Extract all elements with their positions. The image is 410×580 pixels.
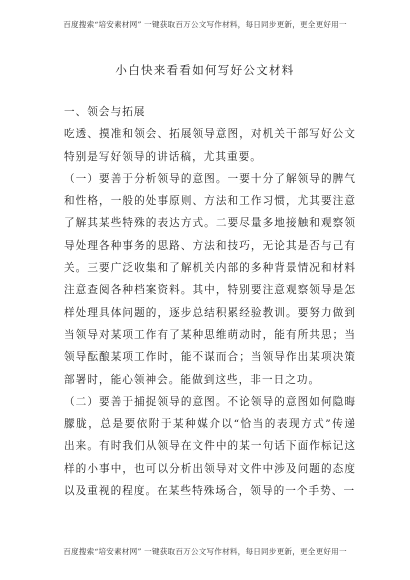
paragraph-analyze-intent: （一）要善于分析领导的意图。一要十分了解领导的脾气和性格，一般的处事原则、方法和工作习惯，尤其要注意了解其某些特殊的表达方式。二要尽量多地接触和观察领导处理各种事务的思路、方法和技巧，无论其是否与己有关。三要广泛收集和了解机关内部的多种背景情况和材料注意查阅各种档案资料。其中，特别要注意观察领导是怎样处理具体问题的，逐步总结积累经验教训。要努力做到当领导对某项工作有了某种思维萌动时，能有所共思；当领导酝酿某项工作时，能不谋而合；当领导作出某项决策部署时，能心领神会。能做到这些，非一日之功。	[64, 172, 356, 386]
paragraph-intro: 吃透、摸准和领会、拓展领导意图，对机关干部写好公文特别是写好领导的讲话稿，尤其重要。	[64, 128, 356, 163]
section-heading: 一、领会与拓展	[64, 106, 146, 118]
paragraph-capture-intent: （二）要善于捕捉领导的意图。不论领导的意图如何隐晦朦胧，总是要依附于某种媒介以“恰当的表现方式”传递出来。有时我们从领导在文件中的某一句话下面作标记这样的小事中，也可以分析出领导对文件中涉及问题的态度以及重视的程度。在某些特殊场合，领导的一个手势、一	[64, 395, 356, 498]
document-body	[64, 101, 356, 502]
document-title: 小白快来看看如何写好公文材料	[115, 63, 295, 77]
header-banner: 百度搜索“培安素材网” 一键获取百万公文写作材料，每日同步更新，更全更好用一	[63, 20, 347, 29]
footer-banner: 百度搜索“培安素材网” 一键获取百万公文写作材料，每日同步更新，更全更好用一	[63, 547, 347, 556]
